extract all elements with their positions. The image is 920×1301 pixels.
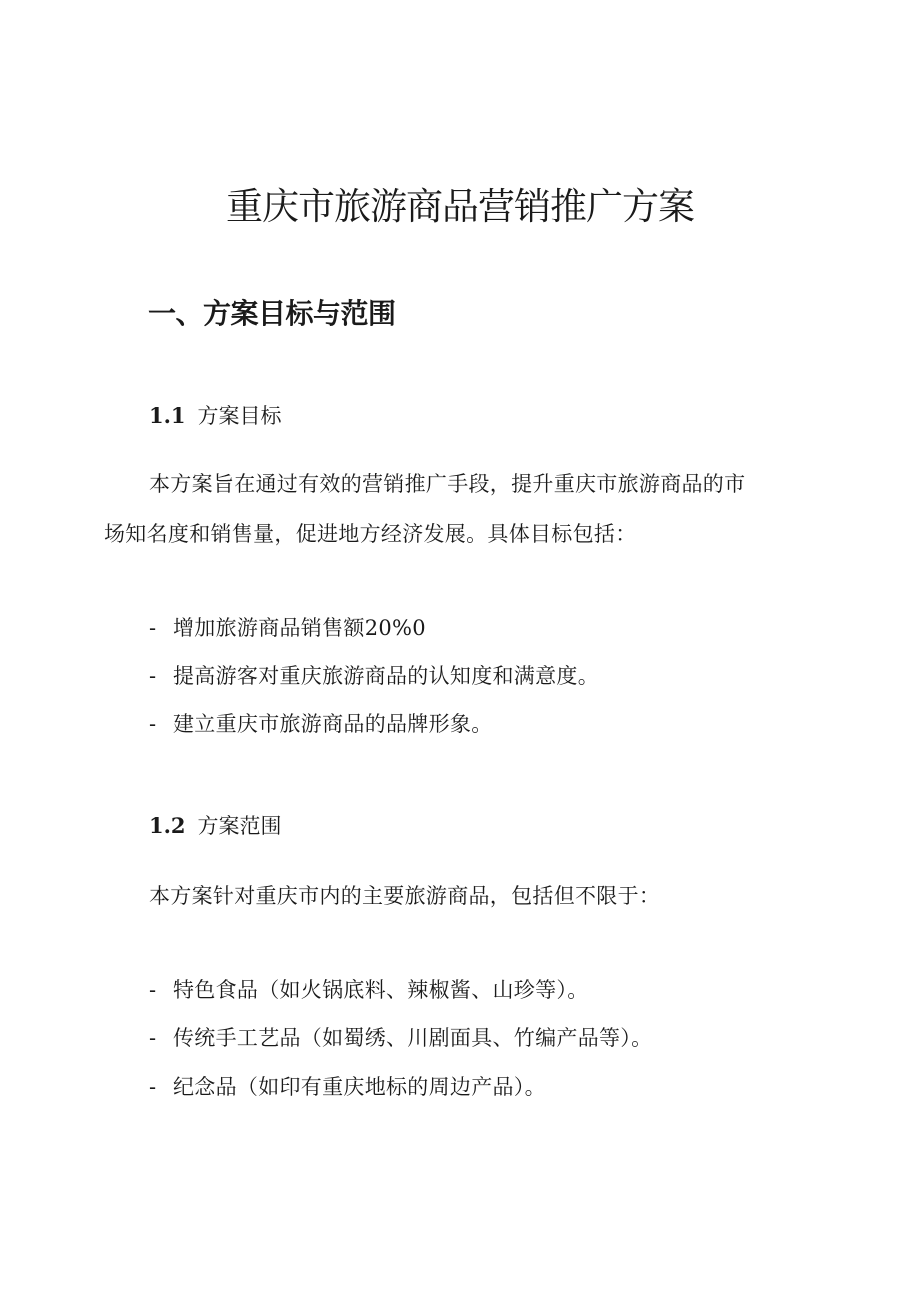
list-item (149, 660, 599, 690)
bullet-marker: - (149, 616, 157, 640)
document-title: 重庆市旅游商品营销推广方案 (226, 185, 694, 228)
bullet-marker: - (149, 1075, 157, 1099)
list-item (149, 1071, 546, 1101)
paragraph-line: 本方案旨在通过有效的营销推广手段，提升重庆市旅游商品的市 (149, 472, 746, 496)
list-item (149, 974, 589, 1004)
bullet-marker: - (149, 712, 157, 736)
list-item (149, 612, 426, 642)
list-item-text: 特色食品（如火锅底料、辣椒酱、山珍等）。 (173, 978, 589, 1002)
bullet-marker: - (149, 978, 157, 1002)
bullet-marker: - (149, 664, 157, 688)
list-item-text: 提高游客对重庆旅游商品的认知度和满意度。 (173, 664, 599, 688)
list-item-text: 纪念品（如印有重庆地标的周边产品）。 (173, 1075, 546, 1099)
subsection-heading-1-2 (149, 810, 282, 840)
list-item-text: 传统手工艺品（如蜀绣、川剧面具、竹编产品等）。 (173, 1026, 653, 1050)
subsection-number: 1.2 (149, 813, 186, 838)
subsection-number: 1.1 (149, 403, 186, 428)
list-item (149, 1022, 652, 1052)
subsection-title: 方案目标 (197, 404, 282, 428)
list-item-text: 增加旅游商品销售额20%0 (173, 616, 426, 640)
paragraph-line: 本方案针对重庆市内的主要旅游商品，包括但不限于： (149, 884, 661, 908)
bullet-marker: - (149, 1026, 157, 1050)
list-item-text: 建立重庆市旅游商品的品牌形象。 (173, 712, 493, 736)
paragraph-line: 场知名度和销售量，促进地方经济发展。具体目标包括： (104, 522, 637, 546)
section-heading: 一、方案目标与范围 (148, 297, 396, 330)
subsection-title: 方案范围 (197, 814, 282, 838)
list-item (149, 708, 493, 738)
subsection-heading-1-1 (149, 400, 282, 430)
